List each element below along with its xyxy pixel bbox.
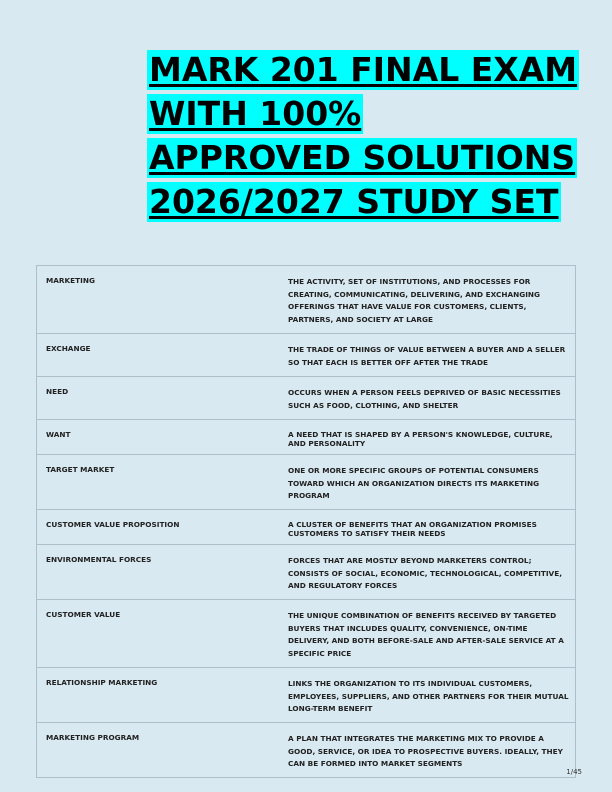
page-number: 1/45 — [566, 768, 582, 776]
document-title — [147, 50, 597, 226]
definition-cell: THE ACTIVITY, SET OF INSTITUTIONS, AND PROCESSES FOR CREATING, COMMUNICATING, DELIVERING, AND EXCHANGING OFFERINGS THAT HAVE VALUE FOR CUSTOMERS, CLIENTS, PARTNERS, AND SOCIETY AT LARGE — [278, 266, 576, 334]
definition-cell: FORCES THAT ARE MOSTLY BEYOND MARKETERS CONTROL; CONSISTS OF SOCIAL, ECONOMIC, TECHNOLOGICAL, COMPETITIVE, AND REGULATORY FORCES — [278, 544, 576, 599]
table-row — [37, 376, 576, 419]
definition-cell: A NEED THAT IS SHAPED BY A PERSON'S KNOWLEDGE, CULTURE, AND PERSONALITY — [278, 419, 576, 454]
term-cell: CUSTOMER VALUE — [37, 600, 279, 668]
definition-cell: OCCURS WHEN A PERSON FEELS DEPRIVED OF BASIC NECESSITIES SUCH AS FOOD, CLOTHING, AND SHELTER — [278, 376, 576, 419]
term-cell: NEED — [37, 376, 279, 419]
definition-cell: ONE OR MORE SPECIFIC GROUPS OF POTENTIAL CONSUMERS TOWARD WHICH AN ORGANIZATION DIRECTS ITS MARKETING PROGRAM — [278, 454, 576, 509]
table-row — [37, 722, 576, 777]
term-cell: EXCHANGE — [37, 333, 279, 376]
term-cell: CUSTOMER VALUE PROPOSITION — [37, 509, 279, 544]
table-row — [37, 266, 576, 334]
term-cell: RELATIONSHIP MARKETING — [37, 667, 279, 722]
term-cell: ENVIRONMENTAL FORCES — [37, 544, 279, 599]
title-line: APPROVED SOLUTIONS — [149, 138, 576, 177]
term-cell: TARGET MARKET — [37, 454, 279, 509]
table-row — [37, 667, 576, 722]
title-line: 2026/2027 STUDY SET — [149, 182, 559, 221]
term-cell: MARKETING PROGRAM — [37, 722, 279, 777]
definition-cell: THE TRADE OF THINGS OF VALUE BETWEEN A BUYER AND A SELLER SO THAT EACH IS BETTER OFF AFTER THE TRADE — [278, 333, 576, 376]
flashcard-table — [36, 265, 576, 778]
definition-cell: THE UNIQUE COMBINATION OF BENEFITS RECEIVED BY TARGETED BUYERS THAT INCLUDES QUALITY, CONVENIENCE, ON-TIME DELIVERY, AND BOTH BEFORE-SALE AND AFTER-SALE SERVICE AT A SPECIFIC PRICE — [278, 600, 576, 668]
table-row — [37, 333, 576, 376]
table-row — [37, 600, 576, 668]
definition-cell: A PLAN THAT INTEGRATES THE MARKETING MIX TO PROVIDE A GOOD, SERVICE, OR IDEA TO PROSPECTIVE BUYERS. IDEALLY, THEY CAN BE FORMED INTO MARKET SEGMENTS — [278, 722, 576, 777]
title-line: WITH 100% — [149, 94, 362, 133]
title-line: MARK 201 FINAL EXAM — [149, 50, 578, 89]
definition-cell: A CLUSTER OF BENEFITS THAT AN ORGANIZATION PROMISES CUSTOMERS TO SATISFY THEIR NEEDS — [278, 509, 576, 544]
table-row — [37, 454, 576, 509]
table-row — [37, 509, 576, 544]
table-row — [37, 544, 576, 599]
term-cell: MARKETING — [37, 266, 279, 334]
definition-cell: LINKS THE ORGANIZATION TO ITS INDIVIDUAL CUSTOMERS, EMPLOYEES, SUPPLIERS, AND OTHER PARTNERS FOR THEIR MUTUAL LONG-TERM BENEFIT — [278, 667, 576, 722]
table-row — [37, 419, 576, 454]
term-cell: WANT — [37, 419, 279, 454]
